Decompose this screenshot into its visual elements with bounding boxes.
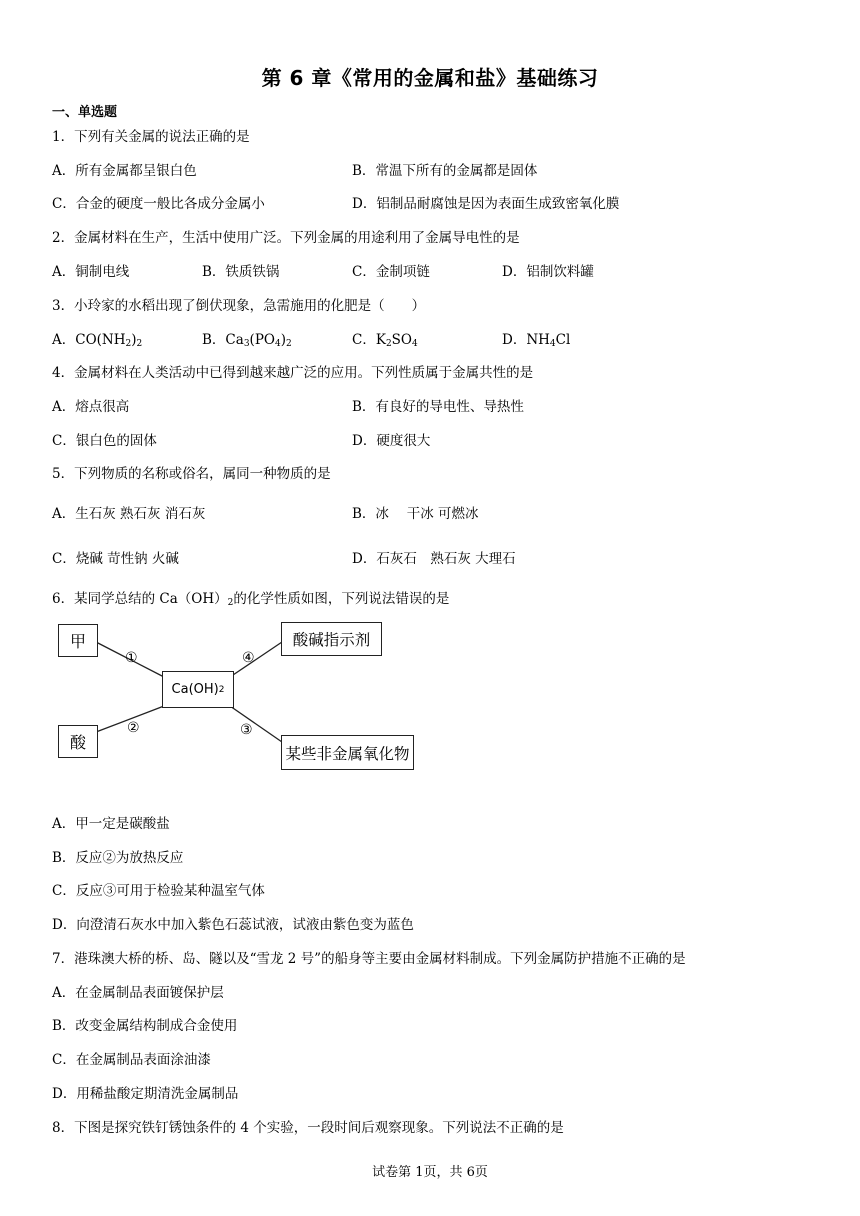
question-2-option-c: C．金制项链 <box>352 264 430 280</box>
question-3-stem: 3．小玲家的水稻出现了倒伏现象，急需施用的化肥是（ ） <box>52 298 426 314</box>
box-acid-base-indicator: 酸碱指示剂 <box>281 622 382 656</box>
question-1-option-c: C．合金的硬度一般比各成分金属小 <box>52 196 265 212</box>
section-heading: 一、单选题 <box>52 105 118 120</box>
question-7-stem: 7．港珠澳大桥的桥、岛、隧以及“雪龙 2 号”的船身等主要由金属材料制成。下列金属防护措施不正确的是 <box>52 951 686 967</box>
question-1-stem: 1．下列有关金属的说法正确的是 <box>52 129 250 145</box>
question-5-option-d: D．石灰石 熟石灰 大理石 <box>352 551 516 567</box>
label-reaction-3: ③ <box>240 722 253 738</box>
question-6-option-d: D．向澄清石灰水中加入紫色石蕊试液，试液由紫色变为蓝色 <box>52 917 414 933</box>
question-1-option-b: B．常温下所有的金属都是固体 <box>352 163 538 179</box>
question-1-option-a: A．所有金属都呈银白色 <box>52 163 197 179</box>
question-4-stem: 4．金属材料在人类活动中已得到越来越广泛的应用。下列性质属于金属共性的是 <box>52 365 534 381</box>
question-6-stem: 6．某同学总结的 $Ca(OH)_2$的化学性质如图，下列说法错误的是 <box>52 591 450 608</box>
question-2-option-a: A．铜制电线 <box>52 264 130 280</box>
question-3-option-c: C．$K_2SO_4$ <box>352 332 418 349</box>
question-5-option-a: A．生石灰 熟石灰 消石灰 <box>52 506 206 522</box>
question-6-option-b: B．反应②为放热反应 <box>52 850 184 866</box>
caoh2-properties-diagram <box>52 620 422 776</box>
question-4-option-d: D．硬度很大 <box>352 433 431 449</box>
question-8-stem: 8．下图是探究铁钉锈蚀条件的 4 个实验，一段时间后观察现象。下列说法不正确的是 <box>52 1120 564 1136</box>
question-2-option-d: D．铝制饮料罐 <box>502 264 594 280</box>
box-jia: 甲 <box>58 624 98 657</box>
question-6-option-c: C．反应③可用于检验某种温室气体 <box>52 883 265 899</box>
page-footer: 试卷第 1页，共 6页 <box>372 1165 488 1180</box>
question-2-option-b: B．铁质铁锅 <box>202 264 280 280</box>
question-5-option-b: B．冰 干冰 可燃冰 <box>352 506 479 522</box>
question-4-option-c: C．银白色的固体 <box>52 433 157 449</box>
box-caoh2: Ca(OH) 2 <box>162 671 234 708</box>
question-3-option-a: A．$CO(NH_2)_2$ <box>52 332 143 349</box>
box-acid: 酸 <box>58 725 98 758</box>
question-5-stem: 5．下列物质的名称或俗名，属同一种物质的是 <box>52 466 331 482</box>
question-7-option-b: B．改变金属结构制成合金使用 <box>52 1018 238 1034</box>
question-7-option-c: C．在金属制品表面涂油漆 <box>52 1052 211 1068</box>
question-7-option-a: A．在金属制品表面镀保护层 <box>52 985 224 1001</box>
question-6-option-a: A．甲一定是碳酸盐 <box>52 816 170 832</box>
label-reaction-2: ② <box>127 720 140 736</box>
question-4-option-a: A．熔点很高 <box>52 399 130 415</box>
question-4-option-b: B．有良好的导电性、导热性 <box>352 399 524 415</box>
label-reaction-4: ④ <box>242 650 255 666</box>
label-reaction-1: ① <box>125 650 138 666</box>
question-3-option-b: B．$Ca_3(PO_4)_2$ <box>202 332 292 349</box>
question-2-stem: 2．金属材料在生产，生活中使用广泛。下列金属的用途利用了金属导电性的是 <box>52 230 520 246</box>
question-5-option-c: C．烧碱 苛性钠 火碱 <box>52 551 179 567</box>
question-1-option-d: D．铝制品耐腐蚀是因为表面生成致密氧化膜 <box>352 196 620 212</box>
page-title: 第 6 章《常用的金属和盐》基础练习 <box>261 66 599 90</box>
question-3-option-d: D．$NH_4Cl$ <box>502 332 571 349</box>
box-nonmetal-oxide: 某些非金属氧化物 <box>281 735 414 770</box>
question-7-option-d: D．用稀盐酸定期清洗金属制品 <box>52 1086 239 1102</box>
